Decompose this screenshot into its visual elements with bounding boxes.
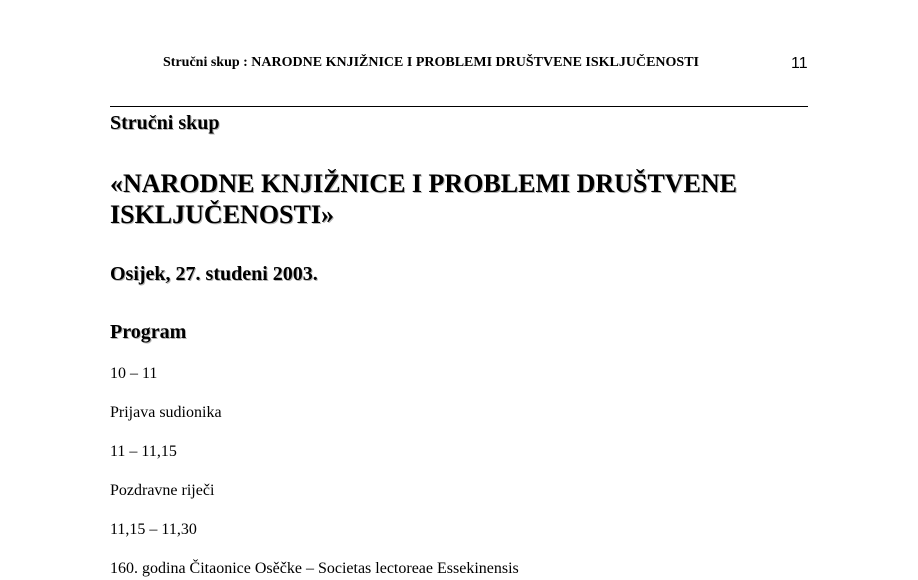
program-time-2: 11 – 11,15 bbox=[110, 443, 177, 460]
running-header: Stručni skup : NARODNE KNJIŽNICE I PROBLEMI DRUŠTVENE ISKLJUČENOSTI bbox=[163, 55, 699, 70]
place-date: Osijek, 27. studeni 2003. bbox=[110, 263, 318, 285]
header-rule bbox=[110, 106, 808, 107]
document-title: «NARODNE KNJIŽNICE I PROBLEMI DRUŠTVENE ISKLJUČENOSTI» bbox=[110, 169, 737, 229]
subtitle: Stručni skup bbox=[110, 112, 220, 134]
program-item-3: 160. godina Čitaonice Osěčke – Societas lectoreae Essekinensis bbox=[110, 560, 519, 577]
program-heading: Program bbox=[110, 321, 187, 343]
program-time-1: 10 – 11 bbox=[110, 365, 158, 382]
program-time-3: 11,15 – 11,30 bbox=[110, 521, 197, 538]
program-item-1: Prijava sudionika bbox=[110, 404, 222, 421]
program-item-2: Pozdravne riječi bbox=[110, 482, 215, 499]
page-number: 11 bbox=[791, 55, 808, 72]
